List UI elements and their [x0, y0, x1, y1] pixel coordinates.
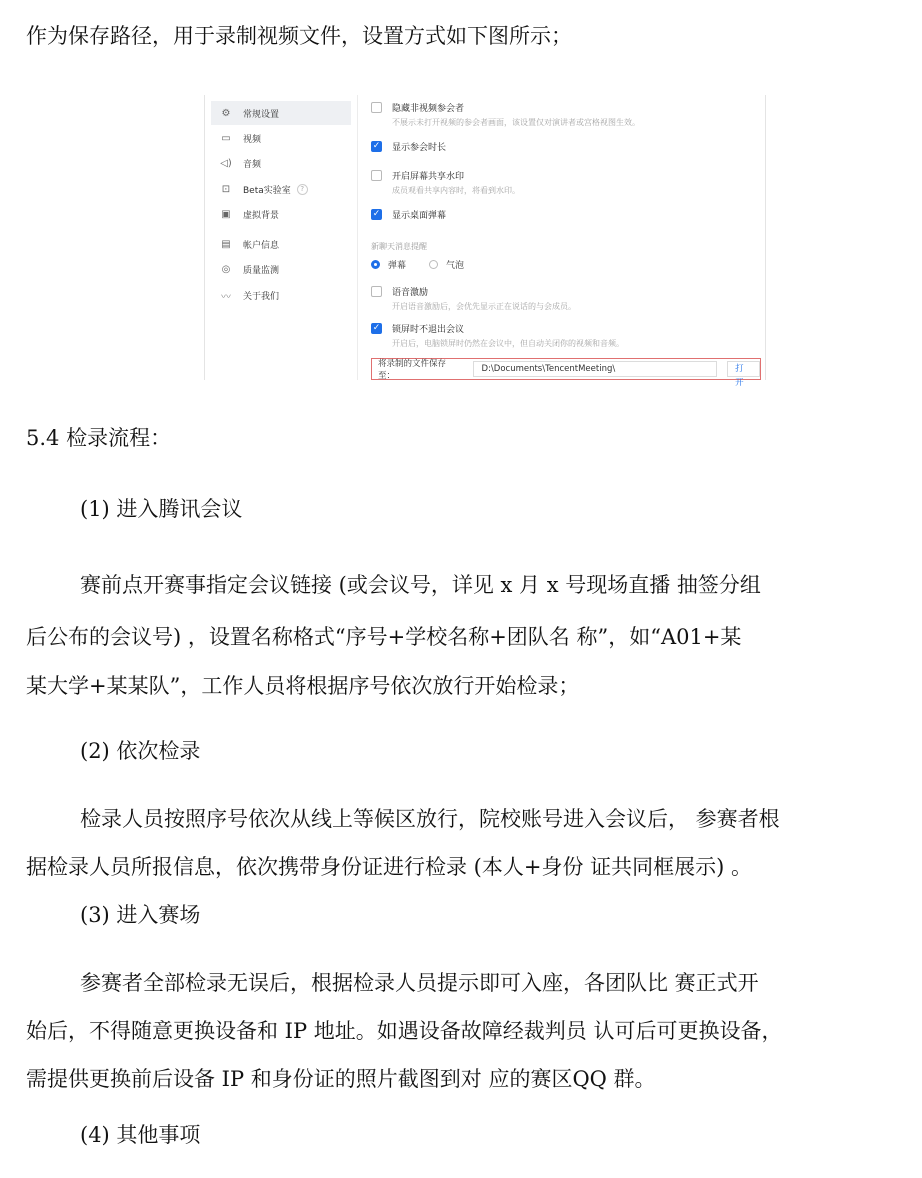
recording-path-input[interactable]: D:\Documents\TencentMeeting\	[473, 361, 718, 377]
radio-danmu[interactable]	[371, 258, 406, 271]
checkbox-share-watermark[interactable]	[371, 170, 382, 181]
sidebar-item-label: 帐户信息	[243, 240, 280, 251]
option-hide-non-video[interactable]	[371, 101, 640, 128]
step-2-line-2: 据检录人员所报信息，依次携带身份证进行检录 (本人+身份 证共同框展示) 。	[26, 855, 753, 879]
option-label: 开启屏幕共享水印	[392, 172, 465, 182]
option-label: 锁屏时不退出会议	[392, 325, 465, 335]
option-desktop-danmu[interactable]	[371, 208, 446, 221]
step-1-line-1: 赛前点开赛事指定会议链接 (或会议号，详见 x 月 x 号现场直播 抽签分组	[80, 573, 761, 597]
option-label: 显示桌面弹幕	[392, 211, 447, 221]
speaker-icon: ◁)	[220, 157, 232, 169]
recording-path-row	[371, 358, 761, 388]
step-3-heading: (3) 进入赛场	[80, 903, 201, 927]
lab-icon: ⊡	[221, 183, 231, 195]
sidebar-item-virtual-background[interactable]	[211, 202, 351, 226]
step-1-line-2: 后公布的会议号) ，设置名称格式“序号+学校名称+团队名 称”，如“A01+某	[26, 625, 742, 649]
sidebar-item-label: 音频	[243, 159, 262, 170]
step-2-line-1: 检录人员按照序号依次从线上等候区放行，院校账号进入会议后， 参赛者根	[80, 807, 780, 831]
radio-unselected-icon	[429, 260, 438, 269]
sidebar-item-video[interactable]	[211, 126, 351, 150]
step-3-line-2: 始后，不得随意更换设备和 IP 地址。如遇设备故障经裁判员 认可后可更换设备，	[26, 1019, 783, 1043]
sidebar-item-general[interactable]	[211, 101, 351, 125]
radio-label: 气泡	[446, 261, 465, 271]
checkbox-show-duration[interactable]: ✓	[372, 141, 381, 151]
step-4-heading: (4) 其他事项	[80, 1123, 201, 1147]
checkbox-lock-screen[interactable]: ✓	[372, 323, 381, 333]
sidebar-item-account[interactable]	[211, 232, 351, 256]
radio-label: 弹幕	[388, 261, 407, 271]
option-share-watermark[interactable]	[371, 169, 520, 196]
gear-icon: ⚙	[221, 107, 231, 119]
recording-path-label: 将录制的文件保存至：	[378, 359, 447, 381]
settings-sidebar	[205, 95, 358, 380]
settings-content	[371, 95, 765, 388]
sidebar-item-label: 虚拟背景	[243, 210, 280, 221]
radio-selected-icon	[371, 260, 380, 269]
option-voice-incentive[interactable]	[371, 285, 576, 312]
quality-icon: ◎	[221, 263, 231, 275]
step-2-heading: (2) 依次检录	[80, 739, 201, 763]
sidebar-item-quality[interactable]	[211, 257, 351, 281]
sidebar-item-label: 质量监测	[243, 265, 280, 276]
sidebar-item-label: 关于我们	[243, 291, 280, 302]
step-1-line-3: 某大学+某某队”，工作人员将根据序号依次放行开始检录；	[26, 674, 580, 698]
sidebar-item-beta-lab[interactable]	[211, 177, 351, 201]
option-label: 语音激励	[392, 288, 429, 298]
option-show-duration[interactable]	[371, 140, 446, 153]
sidebar-item-label: 视频	[243, 134, 262, 145]
section-heading: 5.4 检录流程：	[26, 426, 172, 450]
sidebar-item-label: Beta实验室	[243, 185, 291, 196]
open-folder-button[interactable]: 打开	[727, 361, 760, 377]
option-label: 隐藏非视频参会者	[392, 104, 465, 114]
option-description: 开启后，电脑锁屏时仍然在会议中，但自动关闭你的视频和音频。	[392, 339, 624, 348]
step-1-heading: (1) 进入腾讯会议	[80, 497, 243, 521]
option-description: 开启语音激励后，会优先显示正在说话的与会成员。	[392, 302, 576, 311]
sidebar-item-audio[interactable]	[211, 151, 351, 175]
step-3-line-1: 参赛者全部检录无误后，根据检录人员提示即可入座，各团队比 赛正式开	[80, 971, 759, 995]
option-label: 显示参会时长	[392, 143, 447, 153]
background-icon: ▣	[221, 208, 231, 220]
account-icon: ▤	[221, 238, 231, 250]
about-icon: 〰	[221, 291, 231, 303]
option-lock-screen[interactable]	[371, 322, 624, 349]
radio-bubble[interactable]	[429, 258, 464, 271]
option-description: 不展示未打开视频的参会者画面，该设置仅对演讲者或宫格视图生效。	[392, 118, 640, 127]
checkbox-desktop-danmu[interactable]: ✓	[372, 209, 381, 219]
checkbox-hide-non-video[interactable]	[371, 102, 382, 113]
help-icon[interactable]: ?	[297, 184, 308, 195]
option-description: 成员观看共享内容时，将看到水印。	[392, 186, 520, 195]
paragraph-intro: 作为保存路径，用于录制视频文件，设置方式如下图所示；	[26, 24, 572, 48]
settings-screenshot	[204, 95, 766, 388]
chat-reminder-header: 新聊天消息提醒	[371, 242, 427, 251]
video-icon: ▭	[221, 132, 231, 144]
step-3-line-3: 需提供更换前后设备 IP 和身份证的照片截图到对 应的赛区QQ 群。	[26, 1067, 656, 1091]
checkbox-voice-incentive[interactable]	[371, 286, 382, 297]
sidebar-item-about[interactable]	[211, 283, 351, 307]
sidebar-item-label: 常规设置	[243, 109, 280, 120]
